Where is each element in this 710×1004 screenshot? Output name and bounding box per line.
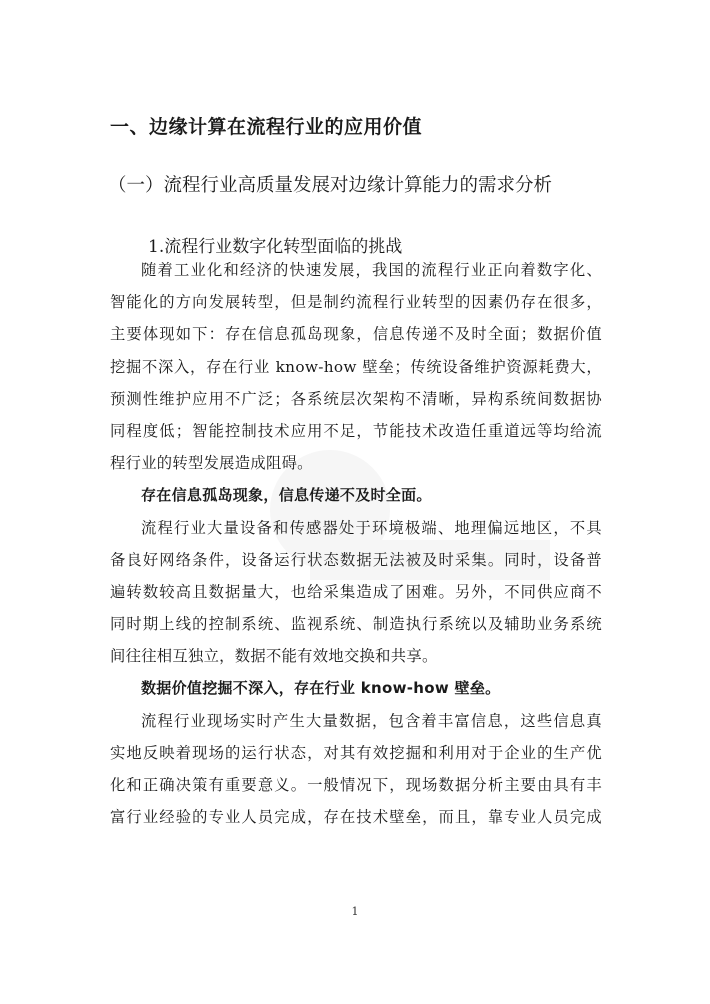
section-heading: 一、边缘计算在流程行业的应用价值 (110, 116, 423, 138)
paragraph-intro (110, 254, 602, 833)
text-line: 备良好网络条件，设备运行状态数据无法被及时采集。同时，设备普 (110, 550, 602, 569)
text-line: 程行业的转型发展造成阻碍。 (110, 454, 313, 473)
text-line: 化和正确决策有重要意义。一般情况下，现场数据分析主要由具有丰 (110, 776, 602, 794)
text-line: 富行业经验的专业人员完成，存在技术壁垒，而且，靠专业人员完成 (110, 808, 602, 827)
sub-subsection-heading: 1.流程行业数字化转型面临的挑战 (148, 237, 403, 257)
subsection-heading: （一）流程行业高质量发展对边缘计算能力的需求分析 (108, 175, 553, 196)
text-line: 实地反映着现场的运行状态，对其有效挖掘和利用对于企业的生产优 (110, 743, 602, 762)
text-line: 预测性维护应用不广泛；各系统层次架构不清晰，异构系统间数据协 (110, 389, 602, 408)
text-line: 随着工业化和经济的快速发展，我国的流程行业正向着数字化、 (141, 261, 602, 279)
text-line: 同时期上线的控制系统、监视系统、制造执行系统以及辅助业务系统 (110, 615, 602, 634)
text-line: 挖掘不深入，存在行业 know-how 壁垒；传统设备维护资源耗费大， (110, 357, 602, 376)
text-line: 主要体现如下：存在信息孤岛现象，信息传递不及时全面；数据价值 (110, 325, 602, 344)
bold-topic-line: 存在信息孤岛现象，信息传递不及时全面。 (141, 486, 432, 505)
bold-topic-line: 数据价值挖掘不深入，存在行业 know-how 壁垒。 (141, 679, 501, 698)
text-line: 流程行业大量设备和传感器处于环境极端、地理偏远地区，不具 (141, 518, 602, 537)
text-line: 智能化的方向发展转型，但是制约流程行业转型的因素仍存在很多， (110, 293, 602, 312)
page-number: 1 (351, 905, 359, 918)
text-line: 流程行业现场实时产生大量数据，包含着丰富信息，这些信息真 (141, 711, 602, 730)
text-line: 同程度低；智能控制技术应用不足，节能技术改造任重道远等均给流 (110, 421, 602, 440)
text-line: 遍转数较高且数据量大，也给采集造成了困难。另外，不同供应商不 (110, 582, 602, 601)
text-line: 间往往相互独立，数据不能有效地交换和共享。 (110, 647, 438, 666)
